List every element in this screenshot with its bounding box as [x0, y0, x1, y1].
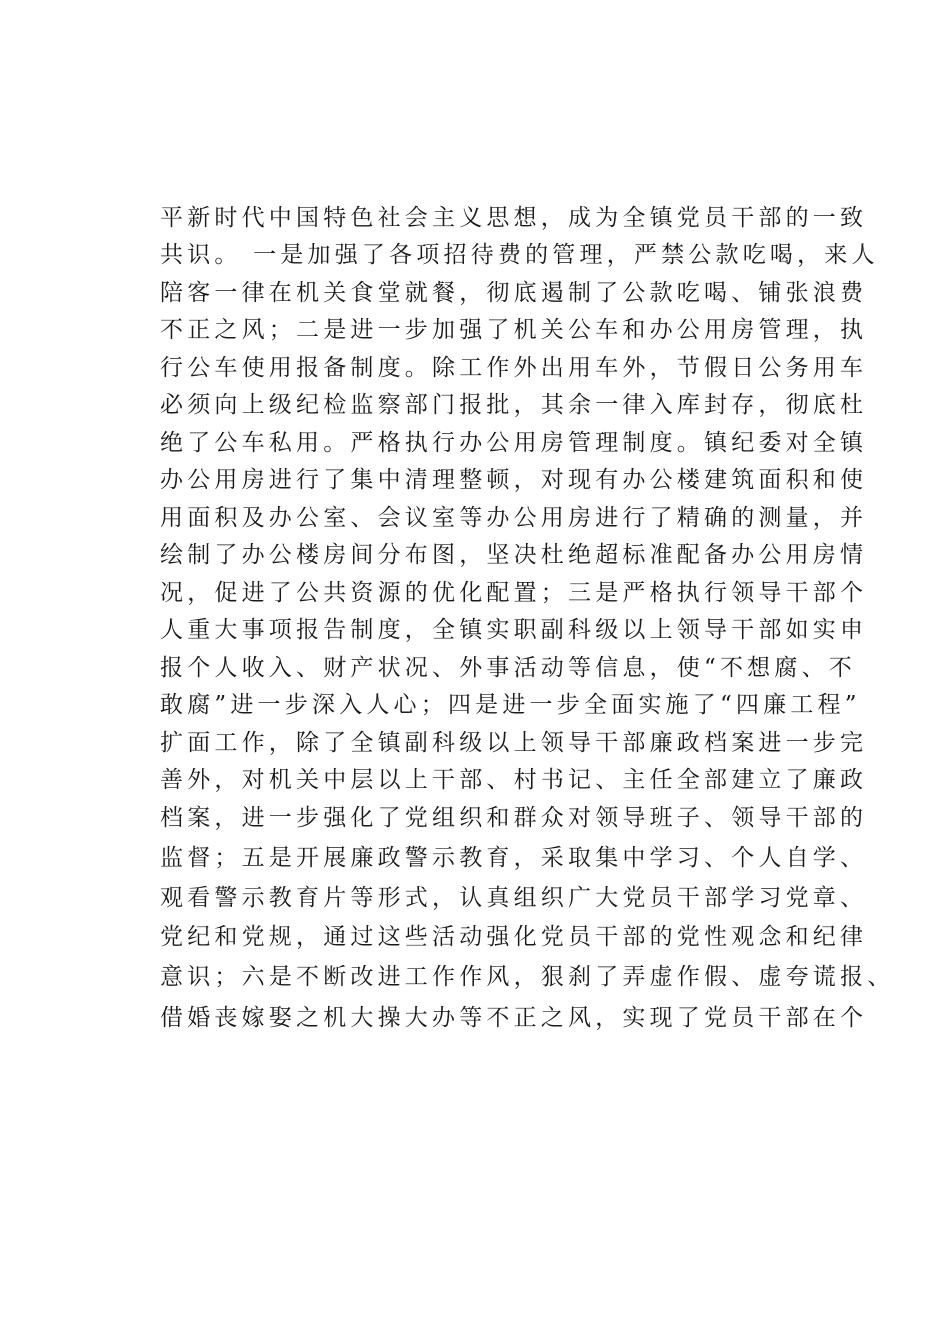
- text-line: 监督；五是开展廉政警示教育，采取集中学习、个人自学、: [160, 845, 868, 871]
- text-line: 观看警示教育片等形式，认真组织广大党员干部学习党章、: [160, 885, 868, 911]
- text-line: 绘制了办公楼房间分布图，坚决杜绝超标准配备办公用房情: [160, 542, 868, 568]
- text-line: 扩面工作，除了全镇副科级以上领导干部廉政档案进一步完: [160, 730, 868, 756]
- text-line: 借婚丧嫁娶之机大操大办等不正之风，实现了党员干部在个: [160, 1005, 868, 1031]
- text-line: 绝了公车私用。严格执行办公用房管理制度。镇纪委对全镇: [160, 430, 868, 456]
- text-line: 不正之风；二是进一步加强了机关公车和办公用房管理，执: [160, 317, 868, 343]
- text-line: 必须向上级纪检监察部门报批，其余一律入库封存，彻底杜: [160, 392, 868, 418]
- text-line: 办公用房进行了集中清理整顿，对现有办公楼建筑面积和使: [160, 467, 868, 493]
- text-line: 陪客一律在机关食堂就餐，彻底遏制了公款吃喝、铺张浪费: [160, 280, 868, 306]
- text-line: 用面积及办公室、会议室等办公用房进行了精确的测量，并: [160, 505, 868, 531]
- text-line: 共识。 一是加强了各项招待费的管理，严禁公款吃喝，来人: [160, 242, 879, 268]
- text-line: 档案，进一步强化了党组织和群众对领导班子、领导干部的: [160, 805, 868, 831]
- text-line: 况，促进了公共资源的优化配置；三是严格执行领导干部个: [160, 580, 868, 606]
- text-line: 平新时代中国特色社会主义思想，成为全镇党员干部的一致: [160, 205, 868, 231]
- text-line: 人重大事项报告制度，全镇实职副科级以上领导干部如实申: [160, 617, 868, 643]
- text-line: 敢腐”进一步深入人心；四是进一步全面实施了“四廉工程”: [160, 692, 861, 718]
- text-line: 善外，对机关中层以上干部、村书记、主任全部建立了廉政: [160, 767, 868, 793]
- text-line: 行公车使用报备制度。除工作外出用车外，节假日公务用车: [160, 355, 868, 381]
- text-line: 意识；六是不断改进工作作风，狠刹了弄虚作假、虚夸谎报、: [160, 964, 895, 990]
- text-line: 党纪和党规，通过这些活动强化党员干部的党性观念和纪律: [160, 924, 868, 950]
- text-line: 报个人收入、财产状况、外事活动等信息，使“不想腐、不: [160, 655, 856, 681]
